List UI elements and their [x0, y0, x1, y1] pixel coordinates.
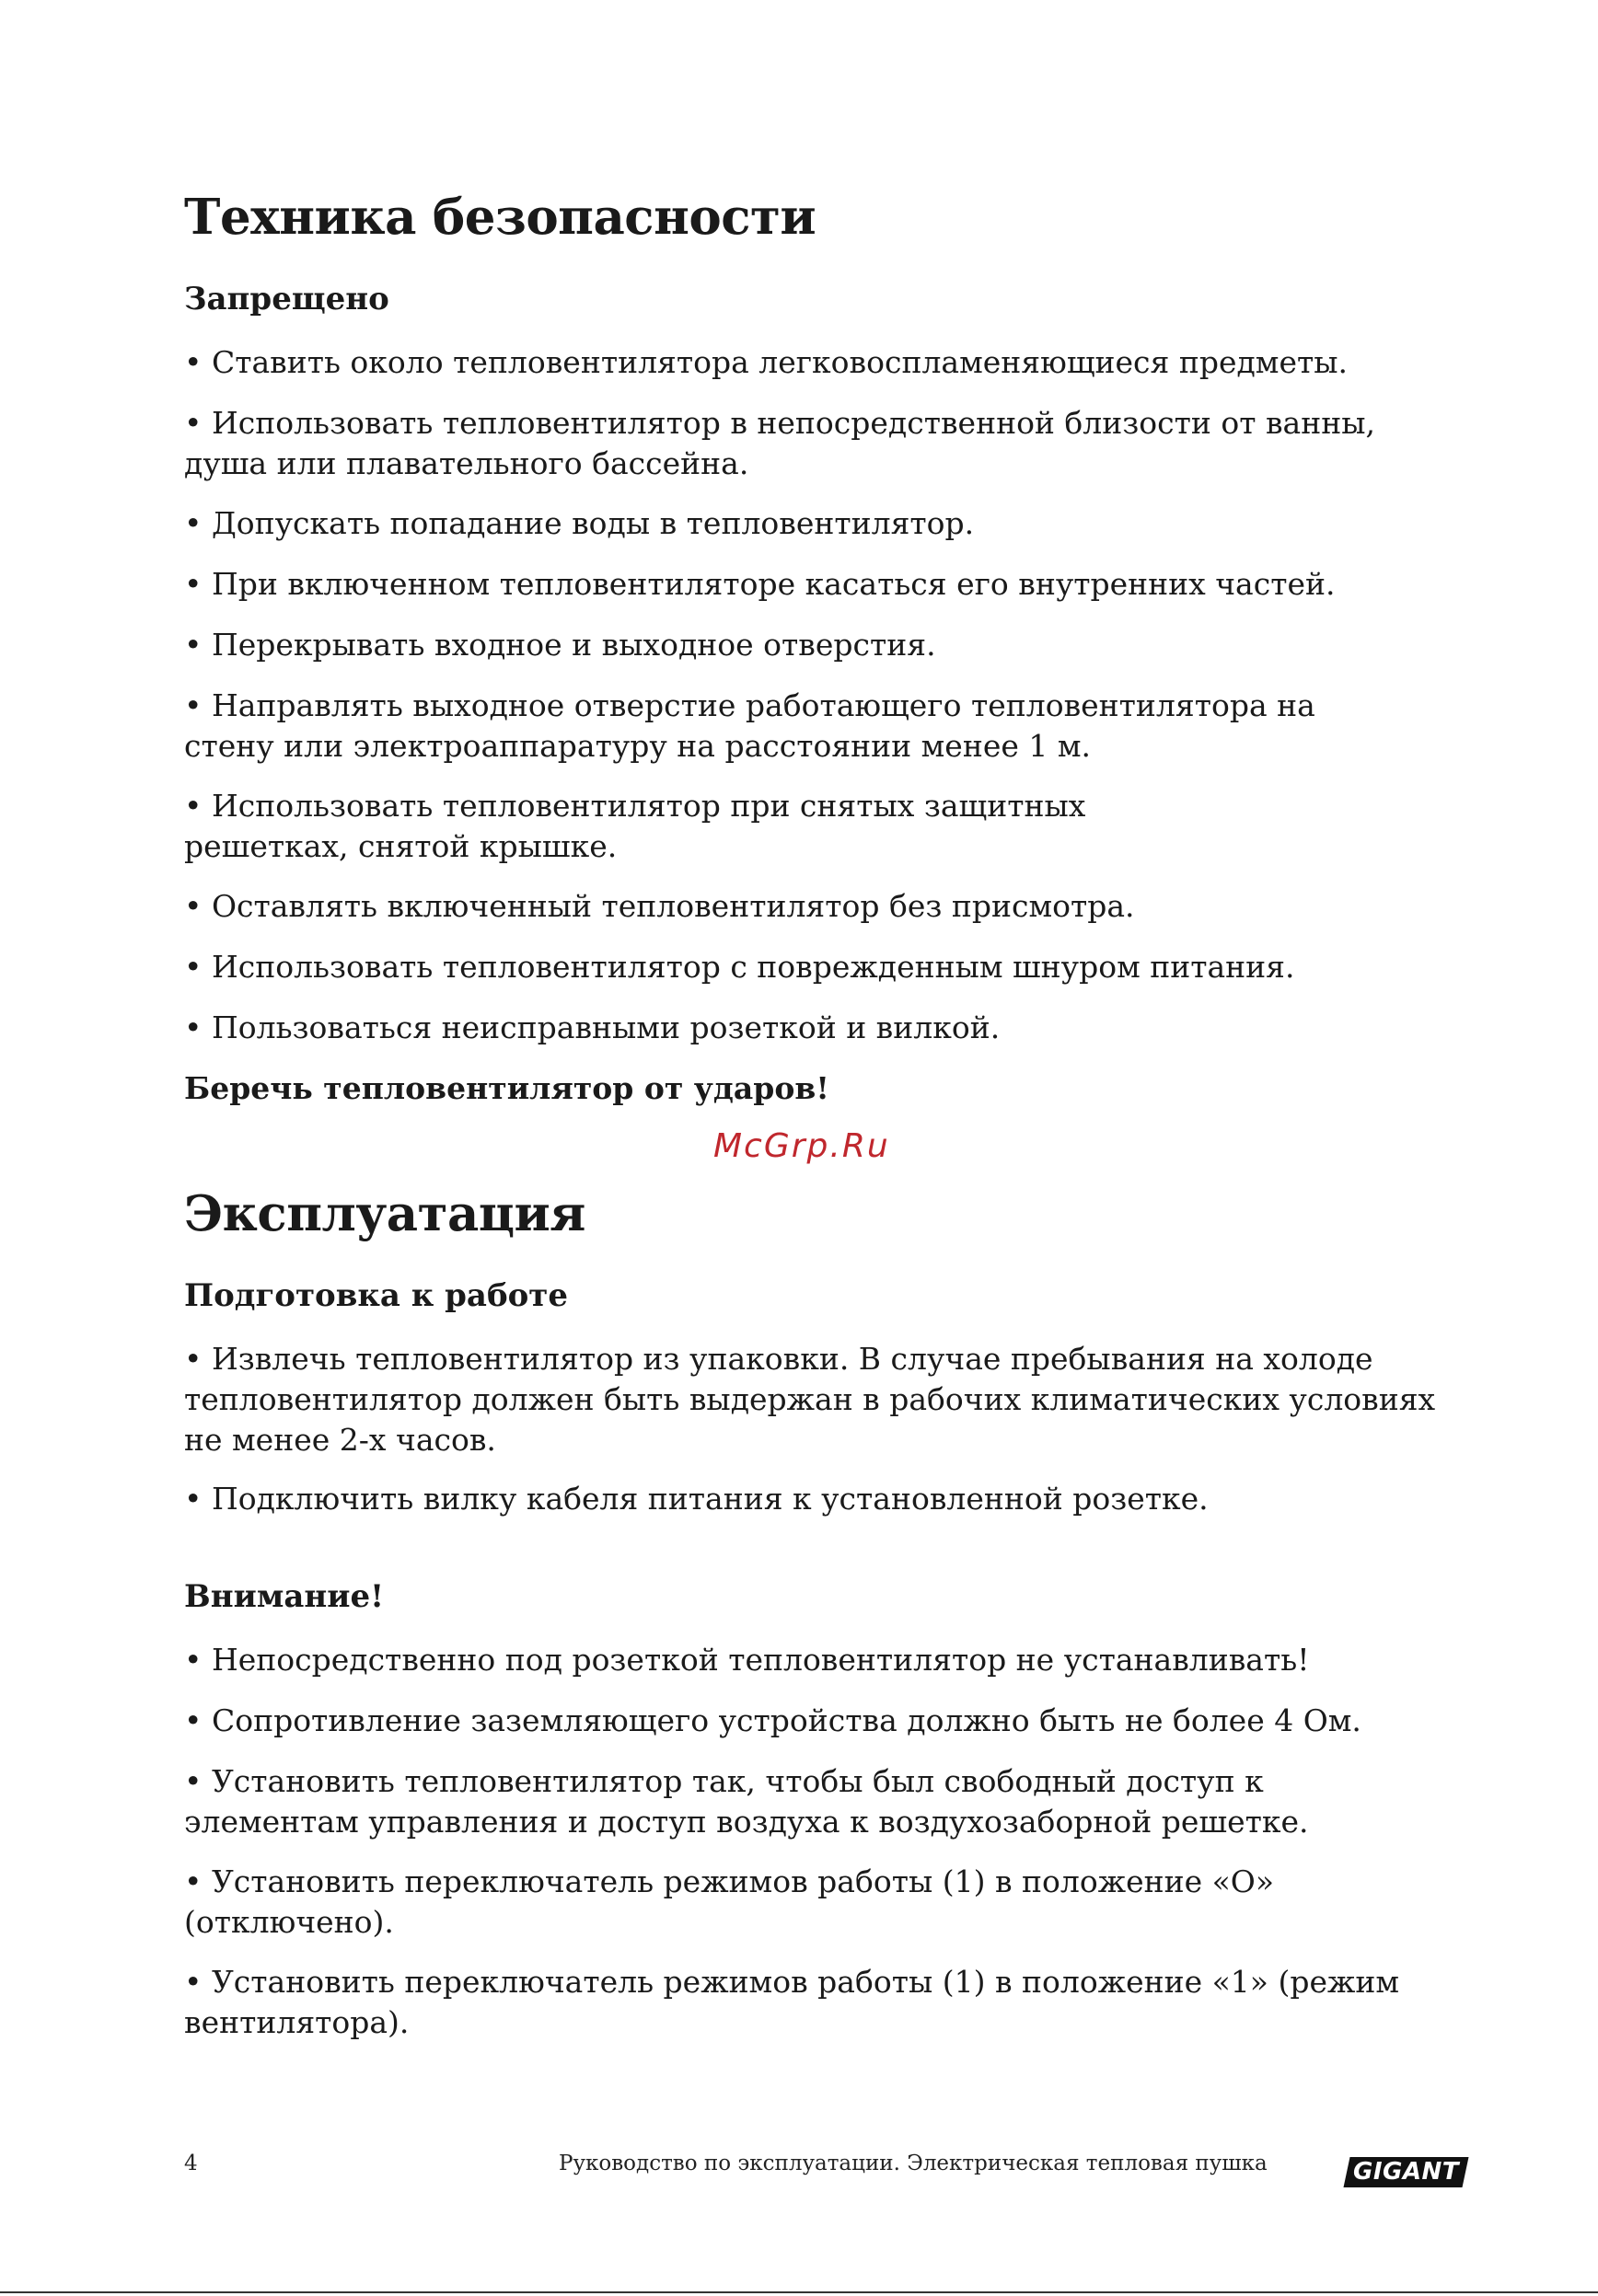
footer-title: Руководство по эксплуатации. Электрическая тепловая пушка [559, 2152, 1268, 2175]
safety-item: • Использовать тепловентилятор при снятых защитных решетках, снятой крышке. [184, 788, 1086, 864]
attention-item: • Установить тепловентилятор так, чтобы был свободный доступ к элементам управления и доступ воздуха к воздухозаборной решетке. [184, 1763, 1309, 1840]
page-number: 4 [184, 2152, 198, 2175]
safety-item: • При включенном тепловентиляторе касаться его внутренних частей. [184, 566, 1336, 602]
attention-heading: Внимание! [184, 1578, 385, 1615]
brand-logo-text: GIGANT [1353, 2158, 1459, 2186]
prep-item: • Подключить вилку кабеля питания к установленной розетке. [184, 1481, 1209, 1517]
safety-title: Техника безопасности [184, 189, 816, 246]
safety-item: • Использовать тепловентилятор в непосредственной близости от ванны, душа или плавательного бассейна. [184, 405, 1375, 481]
prep-item: • Извлечь тепловентилятор из упаковки. В случае пребывания на холоде тепловентилятор должен быть выдержан в рабочих климатических условиях не менее 2-х часов. [184, 1341, 1436, 1458]
page-bottom-border [0, 2291, 1598, 2293]
safety-item: • Оставлять включенный тепловентилятор без присмотра. [184, 888, 1135, 924]
attention-item: • Непосредственно под розеткой тепловентилятор не устанавливать! [184, 1642, 1310, 1678]
watermark-text: McGrp.Ru [713, 1127, 890, 1165]
attention-item: • Установить переключатель режимов работы (1) в положение «1» (режим вентилятора). [184, 1964, 1400, 2040]
safety-item: • Пользоваться неисправными розеткой и вилкой. [184, 1010, 1001, 1045]
prohibited-heading: Запрещено [184, 281, 389, 317]
attention-item: • Установить переключатель режимов работы (1) в положение «О» (отключено). [184, 1863, 1275, 1940]
safety-item: • Перекрывать входное и выходное отверстия. [184, 627, 936, 663]
operation-title: Эксплуатация [184, 1185, 585, 1242]
safety-item: • Ставить около тепловентилятора легковоспламеняющиеся предметы. [184, 344, 1349, 380]
prep-heading: Подготовка к работе [184, 1277, 568, 1314]
safety-note: Беречь тепловентилятор от ударов! [184, 1070, 829, 1106]
safety-item: • Использовать тепловентилятор с поврежденным шнуром питания. [184, 949, 1295, 985]
safety-item: • Допускать попадание воды в тепловентилятор. [184, 505, 975, 541]
attention-item: • Сопротивление заземляющего устройства должно быть не более 4 Ом. [184, 1702, 1361, 1738]
brand-logo [1343, 2157, 1468, 2187]
safety-item: • Направлять выходное отверстие работающего тепловентилятора на стену или электроаппаратуру на расстоянии менее 1 м. [184, 687, 1315, 764]
